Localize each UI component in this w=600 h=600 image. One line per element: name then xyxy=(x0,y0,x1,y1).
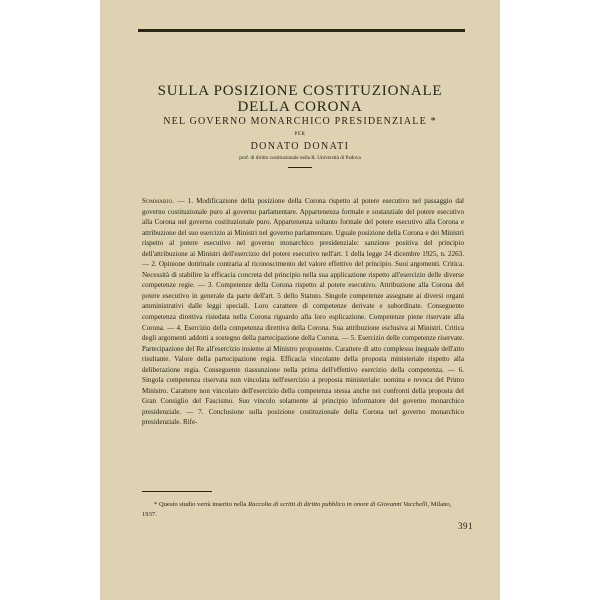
footnote xyxy=(142,500,464,520)
footnote-text-1: Questo studio verrà inserito nella xyxy=(158,501,249,508)
page-number: 391 xyxy=(458,521,473,531)
top-rule xyxy=(138,29,465,32)
title-line-2: DELLA CORONA xyxy=(237,99,363,115)
article-title xyxy=(100,83,500,128)
title-line-3: NEL GOVERNO MONARCHICO PRESIDENZIALE * xyxy=(163,116,437,127)
footnote-text-2: , Milano, 1937. xyxy=(142,501,452,518)
separator-rule xyxy=(288,167,312,168)
author-name: DONATO DONATI xyxy=(250,141,350,152)
byline-per: PER xyxy=(294,132,306,137)
summary-lead: Sommario. xyxy=(142,197,175,205)
author-affiliation: prof. di diritto costituzionale nella R. Università di Padova xyxy=(239,155,361,161)
footnote-italic: Raccolta di scritti di diritto pubblico in onore di Giovanni Vacchelli xyxy=(248,501,428,508)
summary-paragraph xyxy=(142,196,464,428)
scanned-page xyxy=(100,0,500,600)
footnote-mark: * xyxy=(154,501,158,508)
title-line-1: SULLA POSIZIONE COSTITUZIONALE xyxy=(157,83,443,99)
summary-text: — 1. Modificazione della posizione della Corona rispetto al potere esecutivo nel passaggio dal governo costituzionale puro al governo parlamentare. Appartenenza formale e sostanziale del potere esecutivo alla Corona nel governo costituzionale puro. Appartenenza soltanto formale del potere esecutivo alla Corona e attribuzione del suo esercizio ai Ministri nel governo parlamentare. Uguale posizione della Corona e dei Ministri rispetto al potere esecutivo nel governo monarchico presidenziale: sanzione positiva del principio dell'attribuzione ai Ministri dell'esercizio del potere esecutivo nell'art. 1 della legge 24 dicembre 1925, n. 2263. — 2. Opinione dottrinale contraria al riconoscimento del valore effettivo del principio. Suoi argomenti. Critica. Necessità di stabilire la efficacia concreta del principio nella sua applicazione rispetto all'esercizio delle diverse competenze regie. — 3. Competenze della Corona rispetto al potere esecutivo. Attribuzione alla Corona del potere esecutivo in generale da parte dell'art. 5 dello Statuto. Singole competenze assegnate ai diversi organi amministrativi dalle leggi speciali. Loro carattere di competenze derivate e subordinate. Conseguente competenza direttiva risiedata nella Corona riguardo alla loro esplicazione. Competenze piene riservate alla Corona. — 4. Esercizio della competenza direttiva della Corona. Sua attribuzione esclusiva ai Ministri. Critica degli argomenti addotti a sostegno della partecipazione della Corona. — 5. Esercizio delle competenze riservate. Partecipazione del Re all'esercizio insieme al Ministro proponente. Carattere di atto complesso ineguale dell'atto risultante. Valore della partecipazione regia. Efficacia vincolante della proposta ministeriale rispetto alla deliberazione regia. Conseguente riassunzione nella prima dell'effettivo esercizio della competenza. — 6. Singola competenza riservata non vincolata nell'esercizio a proposta ministeriale: nomina e revoca del Primo Ministro. Carattere non vincolato dell'esercizio della competenza stessa anche nei confronti della proposta del Gran Consiglio del Fascismo. Suo vincolo solamente al principio informatore del governo monarchico presidenziale. — 7. Conclusione sulla posizione costituzionale della Corona nel governo monarchico presidenziale. Rife- xyxy=(142,197,464,427)
footnote-rule xyxy=(142,491,212,492)
